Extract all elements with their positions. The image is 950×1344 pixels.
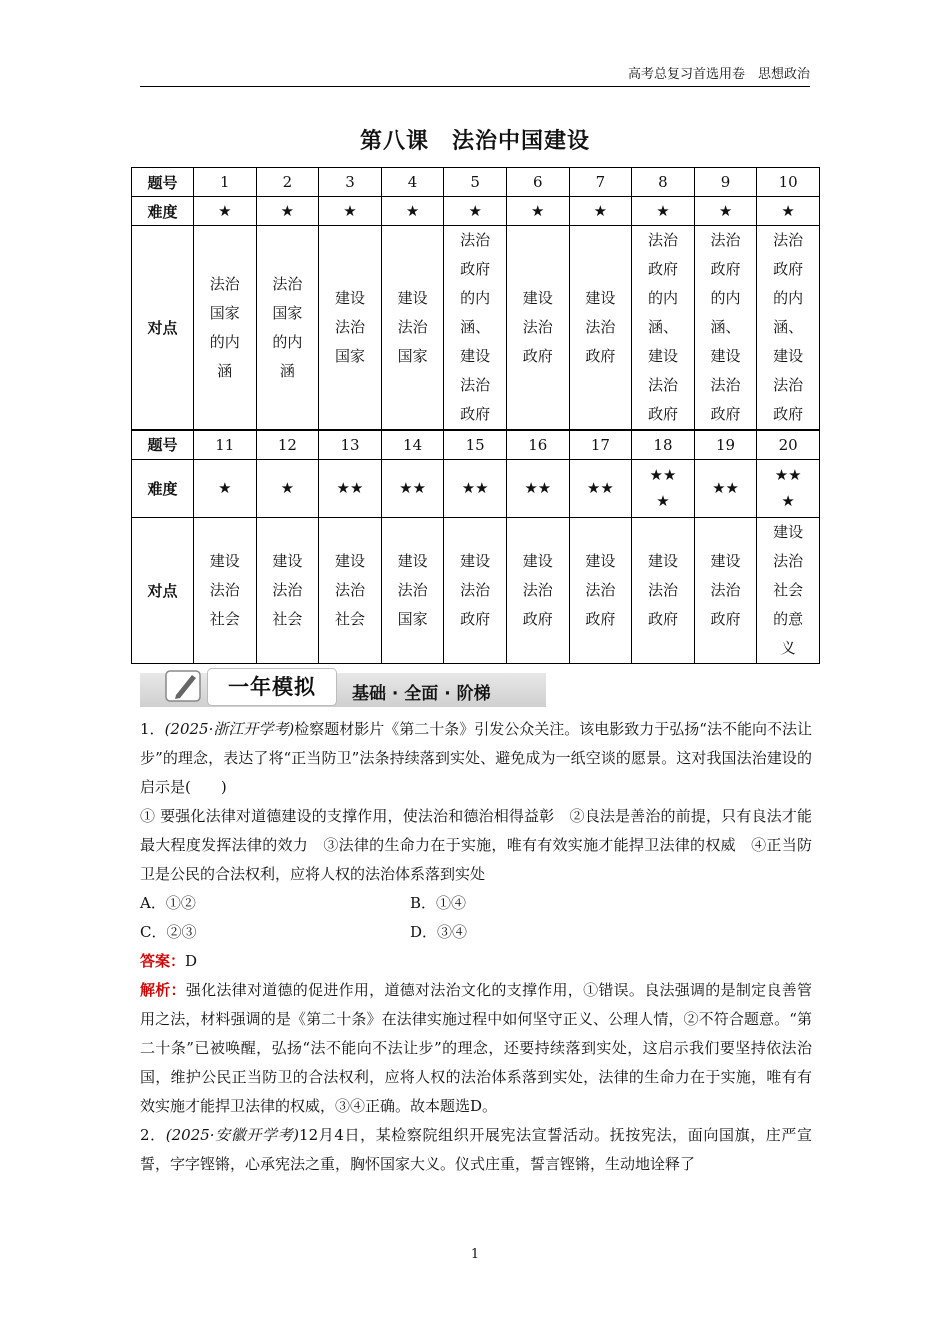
difficulty-stars: ★★ xyxy=(712,479,739,497)
question-number-cell: 16 xyxy=(506,430,569,459)
question-number-cell: 18 xyxy=(632,430,695,459)
question-number-cell: 5 xyxy=(444,168,507,197)
difficulty-cell xyxy=(319,197,382,226)
difficulty-cell xyxy=(757,197,820,226)
knowledge-point-text: 法治政府的内涵、建设法治政府 xyxy=(460,231,491,423)
knowledge-point-cell xyxy=(694,226,757,431)
knowledge-point-text: 建设法治国家 xyxy=(334,289,365,365)
difficulty-stars: ★ xyxy=(280,479,295,497)
question-number-cell: 11 xyxy=(194,430,257,459)
difficulty-cell xyxy=(256,459,319,517)
difficulty-cell xyxy=(194,459,257,517)
difficulty-cell xyxy=(381,459,444,517)
label-knowledge-point: 对点 xyxy=(132,226,194,431)
q1-option-b: B．①④ xyxy=(410,894,467,912)
question-number-cell: 7 xyxy=(569,168,632,197)
q1-analysis xyxy=(140,976,812,1121)
q2-stem-text: 12月4日，某检察院组织开展宪法宣誓活动。抚按宪法，面向国旗，庄严宣誓，字字铿锵，心承宪法之重，胸怀国家大义。仪式庄重，誓言铿锵，生动地诠释了 xyxy=(140,1126,813,1173)
q2-stem xyxy=(140,1121,812,1179)
difficulty-cell xyxy=(632,459,695,517)
difficulty-stars: ★★ xyxy=(524,479,552,497)
knowledge-point-text: 建设法治政府 xyxy=(710,551,741,628)
knowledge-point-cell xyxy=(632,226,695,431)
page-number: 1 xyxy=(470,1247,480,1262)
knowledge-point-text: 建设法治政府 xyxy=(460,551,491,628)
difficulty-cell xyxy=(444,459,507,517)
difficulty-table xyxy=(131,167,820,664)
knowledge-point-cell xyxy=(256,517,319,663)
knowledge-point-text: 建设法治社会 xyxy=(334,551,365,628)
difficulty-cell xyxy=(569,197,632,226)
question-number-cell: 1 xyxy=(194,168,257,197)
knowledge-point-cell xyxy=(194,517,257,663)
question-number-cell: 6 xyxy=(506,168,569,197)
difficulty-stars: ★ xyxy=(218,479,232,497)
knowledge-point-cell xyxy=(694,517,757,663)
q1-options-row-1 xyxy=(140,889,812,918)
knowledge-point-cell xyxy=(506,226,569,431)
difficulty-cell xyxy=(194,197,257,226)
difficulty-cell xyxy=(694,197,757,226)
banner-subtitle: 基础 · 全面 · 阶梯 xyxy=(352,684,491,704)
knowledge-point-text: 法治国家的内涵 xyxy=(272,274,303,380)
knowledge-point-text: 建设法治政府 xyxy=(522,289,553,365)
q1-option-d: D．③④ xyxy=(410,923,468,941)
question-number-cell: 8 xyxy=(632,168,695,197)
knowledge-point-cell xyxy=(256,226,319,431)
knowledge-point-text: 法治政府的内涵、建设法治政府 xyxy=(773,231,804,423)
q2-number: 2． xyxy=(140,1126,166,1144)
q1-number: 1． xyxy=(140,720,165,738)
difficulty-stars: ★ xyxy=(405,202,420,220)
knowledge-point-text: 建设法治政府 xyxy=(522,551,553,628)
knowledge-point-text: 建设法治社会 xyxy=(272,551,303,628)
difficulty-stars: ★ xyxy=(718,202,733,220)
knowledge-point-cell xyxy=(632,517,695,663)
difficulty-cell xyxy=(506,197,569,226)
q1-items: ① 要强化法律对道德建设的支撑作用，使法治和德治相得益彰 ②良法是善治的前提，只有良法才能最大程度发挥法律的效力 ③法律的生命力在于实施，唯有有效实施才能捍卫法律的权威 ④正当防卫是公民的合法权利，应将人权的法治体系落到实处 xyxy=(140,807,812,883)
question-number-cell: 9 xyxy=(694,168,757,197)
question-number-cell: 13 xyxy=(319,430,382,459)
question-number-cell: 15 xyxy=(444,430,507,459)
question-body xyxy=(140,715,812,1179)
knowledge-point-cell xyxy=(444,226,507,431)
difficulty-stars: ★ xyxy=(593,202,608,220)
question-number-cell: 4 xyxy=(381,168,444,197)
difficulty-stars: ★ xyxy=(781,202,795,220)
section-banner xyxy=(140,665,546,709)
difficulty-stars: ★ xyxy=(343,202,357,220)
knowledge-point-text: 法治政府的内涵、建设法治政府 xyxy=(647,231,678,423)
difficulty-cell xyxy=(569,459,632,517)
pencil-note-icon xyxy=(162,665,206,705)
knowledge-point-text: 建设法治政府 xyxy=(585,289,616,365)
difficulty-stars: ★★ xyxy=(586,479,614,497)
difficulty-cell xyxy=(632,197,695,226)
difficulty-cell xyxy=(694,459,757,517)
difficulty-stars: ★ xyxy=(531,202,545,220)
difficulty-stars: ★★ xyxy=(336,479,364,497)
answer-label: 答案： xyxy=(140,952,186,970)
difficulty-cell xyxy=(381,197,444,226)
question-number-cell: 20 xyxy=(757,430,820,459)
knowledge-point-text: 建设法治政府 xyxy=(647,551,678,628)
knowledge-point-cell xyxy=(194,226,257,431)
question-number-cell: 10 xyxy=(757,168,820,197)
difficulty-cell xyxy=(506,459,569,517)
label-difficulty: 难度 xyxy=(132,459,194,517)
page-title: 第八课 法治中国建设 xyxy=(359,129,590,154)
analysis-text: 强化法律对道德的促进作用，道德对法治文化的支撑作用，①错误。良法强调的是制定良善管用之法，材料强调的是《第二十条》在法律实施过程中如何坚守正义、公理人情，②不符合题意。“第二十条”已被唤醒，弘扬“法不能向不法让步”的理念，还要持续落到实处，这启示我们要坚持依法治国，维护公民正当防卫的合法权利，应将人权的法治体系落到实处，法律的生命力在于实施，唯有有效实施才能捍卫法律的权威，③④正确。故本题选D。 xyxy=(140,981,812,1115)
q1-stem xyxy=(140,715,812,802)
knowledge-point-cell xyxy=(319,226,382,431)
knowledge-point-cell xyxy=(506,517,569,663)
running-header: 高考总复习首选用卷 思想政治 xyxy=(140,64,810,87)
knowledge-point-text: 建设法治国家 xyxy=(397,551,428,628)
knowledge-point-text: 建设法治国家 xyxy=(397,289,428,365)
label-question-number: 题号 xyxy=(132,168,194,197)
knowledge-point-cell xyxy=(757,226,820,431)
question-number-cell: 2 xyxy=(256,168,319,197)
knowledge-point-text: 建设法治社会 xyxy=(209,551,240,628)
difficulty-stars: ★ xyxy=(280,202,295,220)
question-number-cell: 3 xyxy=(319,168,382,197)
question-number-cell: 17 xyxy=(569,430,632,459)
difficulty-stars: ★★★ xyxy=(649,466,677,510)
banner-tag: 一年模拟 xyxy=(208,669,336,705)
label-difficulty: 难度 xyxy=(132,197,194,226)
difficulty-cell xyxy=(444,197,507,226)
question-number-cell: 19 xyxy=(694,430,757,459)
knowledge-point-cell xyxy=(381,226,444,431)
difficulty-cell xyxy=(757,459,820,517)
difficulty-cell xyxy=(319,459,382,517)
label-question-number: 题号 xyxy=(132,430,194,459)
knowledge-point-text: 建设法治社会的意义 xyxy=(773,522,804,657)
difficulty-stars: ★★ xyxy=(399,479,427,497)
difficulty-cell xyxy=(256,197,319,226)
knowledge-point-text: 法治政府的内涵、建设法治政府 xyxy=(710,231,741,423)
label-knowledge-point: 对点 xyxy=(132,517,194,663)
difficulty-stars: ★ xyxy=(468,202,482,220)
knowledge-point-cell xyxy=(757,517,820,663)
knowledge-point-cell xyxy=(569,517,632,663)
q1-option-a: A．①② xyxy=(140,894,196,912)
q1-stem-text: 检察题材影片《第二十条》引发公众关注。该电影致力于弘扬“法不能向不法让步”的理念，表达了将“正当防卫”法条持续落到实处、避免成为一纸空谈的愿景。这对我国法治建设的启示是( ) xyxy=(140,720,812,796)
question-number-cell: 12 xyxy=(256,430,319,459)
q1-option-c: C．②③ xyxy=(140,923,197,941)
difficulty-stars: ★★ xyxy=(461,479,489,497)
q1-options-row-2 xyxy=(140,918,812,947)
analysis-label: 解析： xyxy=(140,981,186,999)
q2-source: (2025·安徽开学考) xyxy=(165,1126,300,1144)
q1-answer xyxy=(140,947,812,976)
knowledge-point-cell xyxy=(381,517,444,663)
knowledge-point-cell xyxy=(319,517,382,663)
answer-value: D xyxy=(185,952,198,970)
q1-source: (2025·浙江开学考) xyxy=(164,720,295,738)
knowledge-point-text: 法治国家的内涵 xyxy=(209,274,240,380)
knowledge-point-cell xyxy=(569,226,632,431)
difficulty-stars: ★★★ xyxy=(774,466,802,510)
question-number-cell: 14 xyxy=(381,430,444,459)
difficulty-stars: ★ xyxy=(656,202,670,220)
difficulty-stars: ★ xyxy=(218,202,232,220)
knowledge-point-text: 建设法治政府 xyxy=(585,551,616,628)
knowledge-point-cell xyxy=(444,517,507,663)
